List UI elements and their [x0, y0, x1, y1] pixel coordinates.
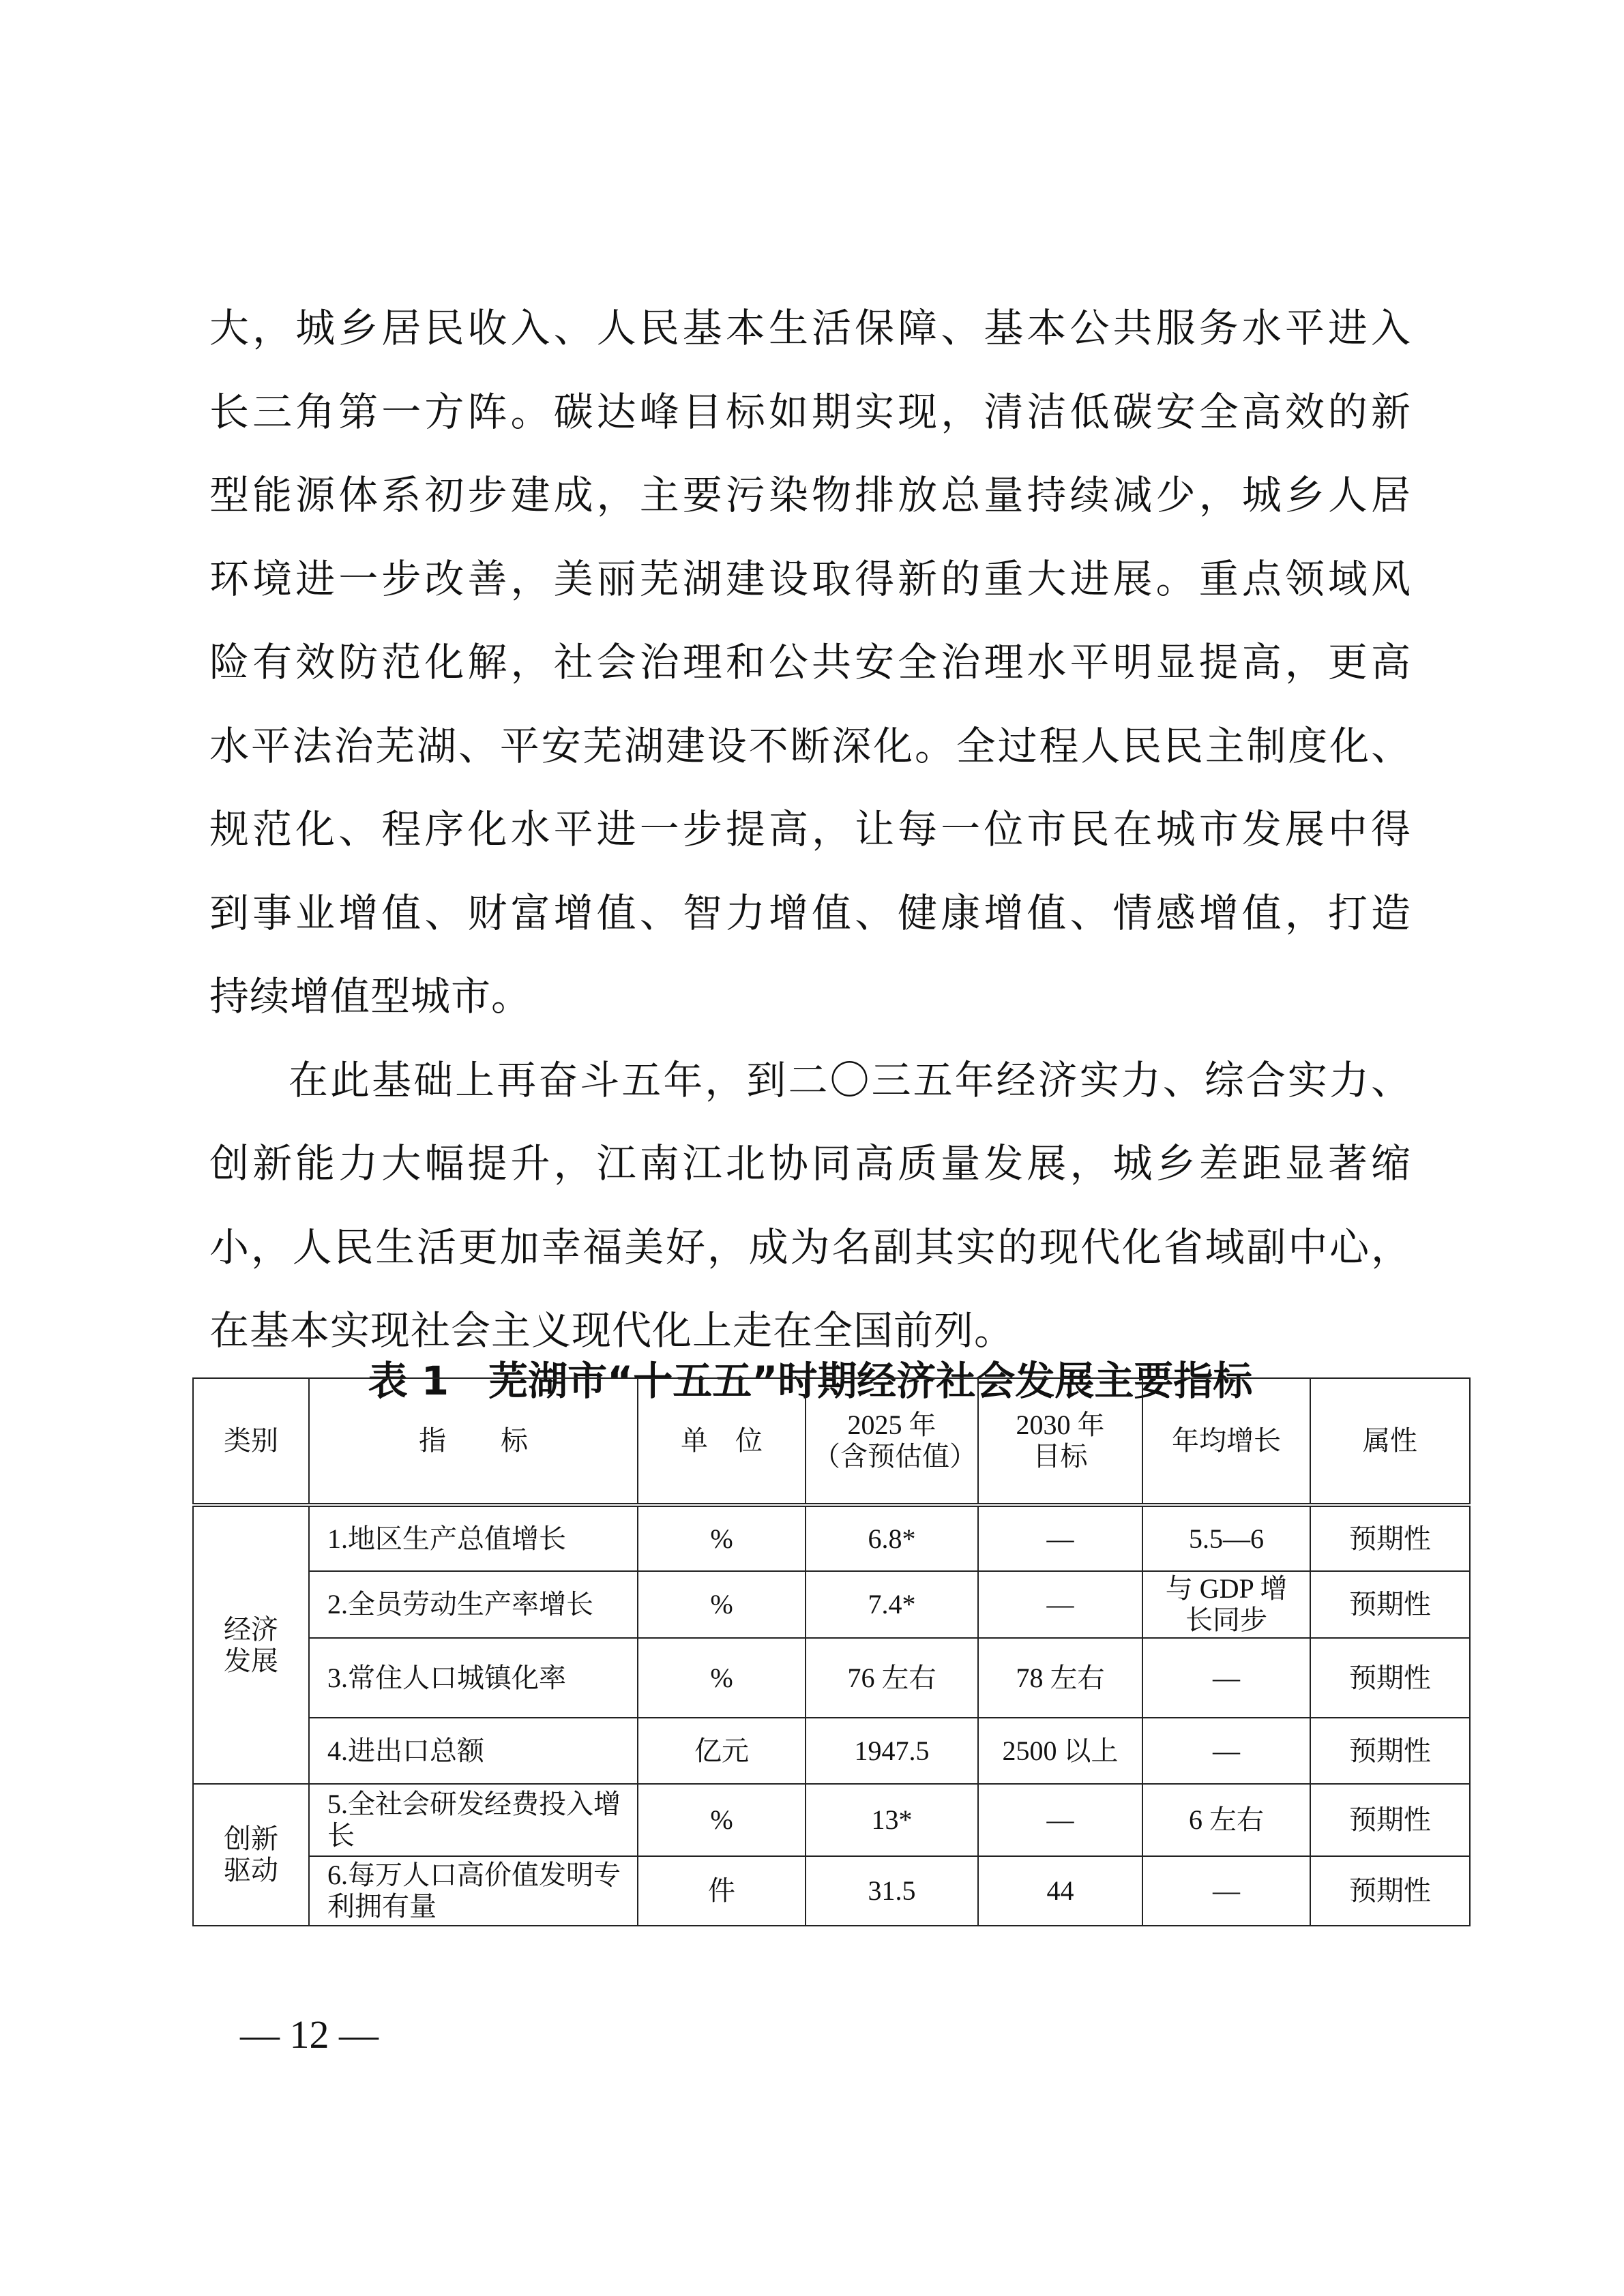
indicator-cell: 1.地区生产总值增长 [309, 1505, 638, 1571]
category-cell-economy [193, 1505, 309, 1784]
indicator-cell: 2.全员劳动生产率增长 [309, 1571, 638, 1638]
header-growth: 年均增长 [1142, 1378, 1310, 1505]
para1-line-2: 长三角第一方阵。碳达峰目标如期实现，清洁低碳安全高效的新 [209, 388, 1411, 435]
header-2030-line2: 目标 [1033, 1441, 1088, 1472]
header-2030 [978, 1378, 1142, 1505]
paragraph-1 [209, 286, 1411, 1039]
attribute-cell: 预期性 [1310, 1718, 1470, 1784]
growth-cell: 5.5—6 [1142, 1505, 1310, 1571]
para1-line-6: 水平法治芜湖、平安芜湖建设不断深化。全过程人民民主制度化、 [209, 722, 1411, 769]
unit-cell: % [638, 1784, 806, 1856]
body-text [209, 286, 1411, 1373]
paragraph-2 [209, 1039, 1411, 1373]
para2-line-3: 小，人民生活更加幸福美好，成为名副其实的现代化省域副中心， [209, 1223, 1411, 1270]
category-line: 经济 [224, 1613, 278, 1645]
header-2025-line2: （含预估值） [813, 1441, 977, 1472]
para1-line-9: 持续增值型城市。 [209, 973, 532, 1019]
table-row [193, 1856, 1470, 1926]
attribute-cell: 预期性 [1310, 1856, 1470, 1926]
table-title: 表 1 芜湖市“十五五”时期经济社会发展主要指标 [368, 1358, 1253, 1404]
value-2025-cell: 31.5 [806, 1856, 978, 1926]
value-2030-cell: — [978, 1505, 1142, 1571]
category-line: 驱动 [224, 1855, 278, 1885]
unit-cell: % [638, 1638, 806, 1718]
table-row [193, 1571, 1470, 1638]
category-cell-innovation [193, 1784, 309, 1926]
unit-cell: % [638, 1505, 806, 1571]
para2-line-1: 在此基础上再奋斗五年，到二〇三五年经济实力、综合实力、 [289, 1056, 1411, 1103]
value-2025-cell: 1947.5 [806, 1718, 978, 1784]
unit-cell: 件 [638, 1856, 806, 1926]
attribute-cell: 预期性 [1310, 1638, 1470, 1718]
value-2030-cell: 2500 以上 [978, 1718, 1142, 1784]
table-header-row [193, 1378, 1470, 1505]
header-unit: 单 位 [638, 1378, 806, 1505]
indicator-cell: 4.进出口总额 [309, 1718, 638, 1784]
indicator-cell: 3.常住人口城镇化率 [309, 1638, 638, 1718]
page-number: — 12 — [240, 2012, 379, 2057]
growth-cell: — [1142, 1856, 1310, 1926]
table-row [193, 1784, 1470, 1856]
indicator-cell: 5.全社会研发经费投入增长 [309, 1784, 638, 1856]
value-2030-cell: — [978, 1571, 1142, 1638]
header-2030-line1: 2030 年 [1016, 1410, 1105, 1440]
value-2025-cell: 6.8* [806, 1505, 978, 1571]
table-row [193, 1718, 1470, 1784]
value-2025-cell: 13* [806, 1784, 978, 1856]
growth-cell: — [1142, 1718, 1310, 1784]
header-2025 [806, 1378, 978, 1505]
value-2030-cell: 78 左右 [978, 1638, 1142, 1718]
value-2025-cell: 76 左右 [806, 1638, 978, 1718]
attribute-cell: 预期性 [1310, 1505, 1470, 1571]
attribute-cell: 预期性 [1310, 1784, 1470, 1856]
growth-cell: — [1142, 1638, 1310, 1718]
para1-line-5: 险有效防范化解，社会治理和公共安全治理水平明显提高，更高 [209, 639, 1411, 685]
value-2025-cell: 7.4* [806, 1571, 978, 1638]
category-line: 创新 [224, 1823, 278, 1854]
para2-line-2: 创新能力大幅提升，江南江北协同高质量发展，城乡差距显著缩 [209, 1140, 1411, 1187]
header-indicator: 指 标 [309, 1378, 638, 1505]
indicators-table [192, 1377, 1471, 1926]
table-row [193, 1638, 1470, 1718]
category-line: 发展 [224, 1645, 278, 1676]
header-attribute: 属性 [1310, 1378, 1470, 1505]
unit-cell: 亿元 [638, 1718, 806, 1784]
table-row [193, 1505, 1470, 1571]
attribute-cell: 预期性 [1310, 1571, 1470, 1638]
para1-line-8: 到事业增值、财富增值、智力增值、健康增值、情感增值，打造 [209, 889, 1411, 936]
para2-line-4: 在基本实现社会主义现代化上走在全国前列。 [209, 1307, 1015, 1354]
growth-cell: 与 GDP 增长同步 [1142, 1571, 1310, 1638]
para1-line-1: 大，城乡居民收入、人民基本生活保障、基本公共服务水平进入 [209, 305, 1411, 351]
value-2030-cell: — [978, 1784, 1142, 1856]
indicator-cell: 6.每万人口高价值发明专利拥有量 [309, 1856, 638, 1926]
header-category: 类别 [193, 1378, 309, 1505]
value-2030-cell: 44 [978, 1856, 1142, 1926]
para1-line-3: 型能源体系初步建成，主要污染物排放总量持续减少，城乡人居 [209, 472, 1411, 518]
para1-line-7: 规范化、程序化水平进一步提高，让每一位市民在城市发展中得 [209, 806, 1411, 852]
header-2025-line1: 2025 年 [847, 1410, 936, 1440]
para1-line-4: 环境进一步改善，美丽芜湖建设取得新的重大进展。重点领域风 [209, 555, 1411, 602]
growth-cell: 6 左右 [1142, 1784, 1310, 1856]
unit-cell: % [638, 1571, 806, 1638]
